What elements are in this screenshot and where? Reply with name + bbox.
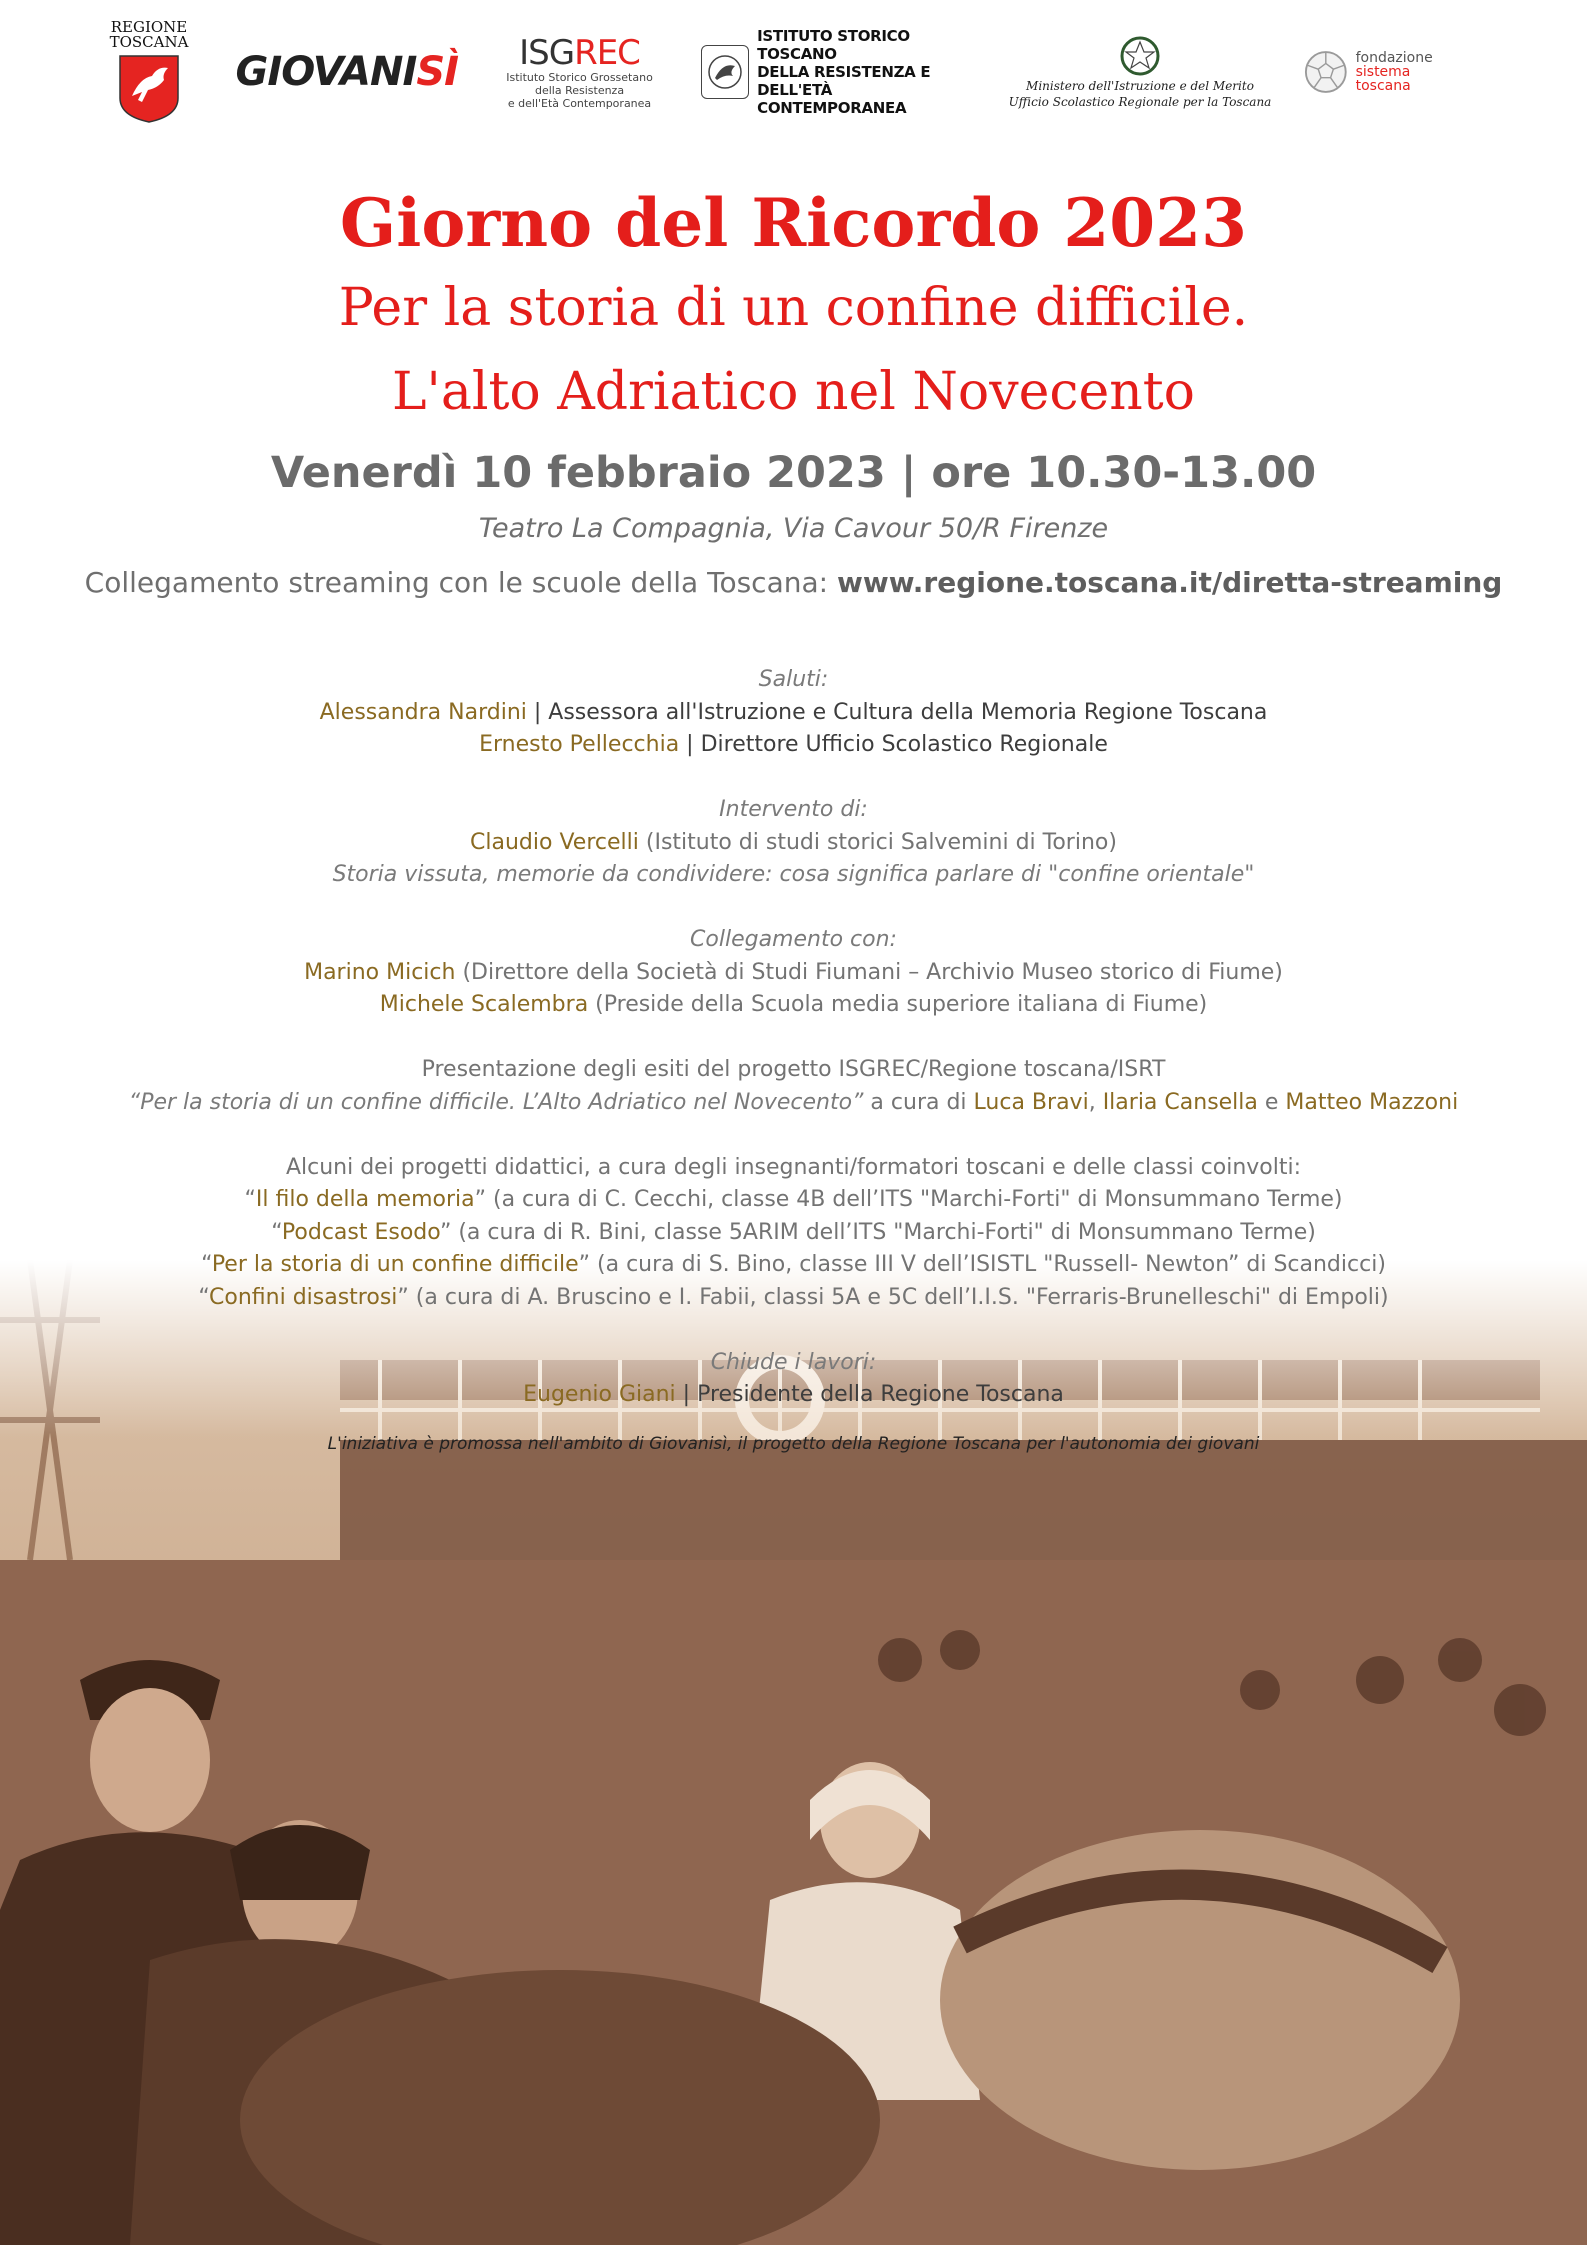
cura-text: a cura di — [863, 1089, 974, 1115]
chiude-row — [0, 1379, 1587, 1412]
speaker-role: (Istituto di studi storici Salvemini di Torino) — [638, 829, 1117, 855]
fondazione-logo — [1304, 49, 1464, 95]
quote-open: “ — [244, 1187, 256, 1212]
speaker-role: | Assessora all'Istruzione e Cultura della Memoria Regione Toscana — [526, 699, 1268, 725]
isgrec-logo — [500, 32, 660, 110]
progetto-details: ” (a cura di C. Cecchi, classe 4B dell’ITS "Marchi-Forti" di Monsummano Terme) — [474, 1187, 1343, 1212]
author-name: Matteo Mazzoni — [1285, 1089, 1459, 1115]
speaker-role: (Direttore della Società di Studi Fiumani – Archivio Museo storico di Fiume) — [455, 959, 1283, 985]
speaker-name: Alessandra Nardini — [319, 699, 527, 725]
speaker-name: Michele Scalembra — [379, 992, 589, 1017]
isrt-line3: DELL'ETÀ CONTEMPORANEA — [757, 81, 907, 117]
ministero-line2: Ufficio Scolastico Regionale per la Toscana — [1008, 95, 1272, 109]
fondazione-line2: sistema toscana — [1355, 64, 1411, 94]
chiude-label: Chiude i lavori: — [710, 1349, 877, 1375]
isgrec-sub3: e dell'Età Contemporanea — [507, 96, 652, 110]
program — [0, 664, 1587, 1460]
subtitle-line2: L'alto Adriatico nel Novecento — [392, 362, 1195, 422]
speaker-role: | Direttore Ufficio Scolastico Regionale — [679, 732, 1108, 757]
speaker-name: Eugenio Giani — [523, 1382, 676, 1407]
saluti-label: Saluti: — [758, 667, 829, 692]
speaker-role: (Preside della Scuola media superiore italiana di Fiume) — [588, 992, 1208, 1017]
collegamento-row — [0, 957, 1587, 990]
collegamento-block — [0, 924, 1587, 1022]
pegasus-shield-icon — [118, 54, 180, 124]
streaming-link[interactable]: www.regione.toscana.it/diretta-streaming — [836, 566, 1503, 599]
giovanisi-logo — [235, 49, 458, 95]
speaker-name: Ernesto Pellecchia — [479, 732, 680, 757]
italian-emblem-icon — [1118, 34, 1162, 78]
footnote: L'iniziativa è promossa nell'ambito di Giovanisì, il progetto della Regione Toscana per l'autonomia dei giovani — [327, 1433, 1260, 1454]
isrt-line2: DELLA RESISTENZA E — [757, 63, 931, 81]
presentazione-line2 — [0, 1087, 1587, 1120]
giovanisi-accent-text: SÌ — [416, 49, 459, 95]
quote-open: “ — [201, 1252, 212, 1277]
isrt-emblem-icon — [701, 45, 749, 99]
page-title: Giorno del Ricordo 2023 — [339, 184, 1248, 262]
isrt-line1: ISTITUTO STORICO TOSCANO — [757, 27, 910, 63]
giovanisi-main-text: GIOVANI — [235, 49, 417, 95]
saluti-row — [0, 697, 1587, 730]
conjunction: e — [1257, 1089, 1286, 1115]
saluti-row — [0, 729, 1587, 762]
speaker-name: Marino Micich — [304, 959, 456, 985]
project-title: “Per la storia di un confine difficile. L’Alto Adriatico nel Novecento” — [128, 1089, 864, 1115]
fondazione-line1: fondazione — [1355, 50, 1433, 66]
progetto-details: ” (a cura di R. Bini, classe 5ARIM dell’ITS "Marchi-Forti" di Monsummano Terme) — [439, 1219, 1316, 1245]
presentazione-line1: Presentazione degli esiti del progetto ISGREC/Regione toscana/ISRT — [421, 1057, 1166, 1082]
isgrec-title — [519, 32, 640, 73]
logo-bar — [104, 8, 1464, 136]
regione-logo-line2: TOSCANA — [109, 33, 189, 51]
progetto-title: Per la storia di un confine difficile — [211, 1252, 579, 1277]
progetto-row — [0, 1282, 1587, 1315]
collegamento-row — [0, 989, 1587, 1022]
progetto-row — [0, 1249, 1587, 1282]
isgrec-sub2: della Resistenza — [534, 83, 625, 97]
progetto-details: ” (a cura di S. Bino, classe III V dell’ISISTL "Russell- Newton” di Scandicci) — [578, 1252, 1386, 1277]
progetti-block — [0, 1152, 1587, 1315]
streaming-line — [0, 554, 1587, 612]
isgrec-title-a: ISG — [519, 32, 575, 73]
quote-open: “ — [271, 1219, 282, 1245]
isrt-logo — [701, 27, 976, 117]
ministero-line1: Ministero dell'Istruzione e del Merito — [1026, 79, 1254, 93]
fondazione-text — [1356, 51, 1464, 93]
ministero-logo — [1008, 34, 1272, 110]
progetto-title: Confini disastrosi — [209, 1284, 398, 1310]
poster-content — [0, 180, 1587, 1460]
separator: , — [1088, 1089, 1103, 1115]
regione-toscana-logo — [104, 20, 194, 124]
event-date: Venerdì 10 febbraio 2023 | ore 10.30-13.00 — [270, 448, 1317, 498]
progetti-label: Alcuni dei progetti didattici, a cura degli insegnanti/formatori toscani e delle classi coinvolti: — [285, 1154, 1302, 1180]
event-venue: Teatro La Compagnia, Via Cavour 50/R Firenze — [478, 513, 1109, 544]
author-name: Ilaria Cansella — [1102, 1089, 1258, 1115]
progetto-title: Il filo della memoria — [255, 1187, 475, 1212]
soccer-ball-icon — [1304, 49, 1348, 95]
intervento-block — [0, 794, 1587, 892]
progetto-details: ” (a cura di A. Bruscino e I. Fabii, classi 5A e 5C dell’I.I.S. "Ferraris-Brunelleschi" di Empoli) — [397, 1284, 1389, 1310]
progetto-row — [0, 1184, 1587, 1217]
speaker-role: | Presidente della Regione Toscana — [675, 1382, 1064, 1407]
isgrec-title-b: REC — [574, 32, 640, 73]
isrt-text — [757, 27, 976, 117]
isgrec-sub1: Istituto Storico Grossetano — [506, 70, 653, 84]
intervento-row — [0, 827, 1587, 860]
saluti-block — [0, 664, 1587, 762]
talk-title: Storia vissuta, memorie da condividere: cosa significa parlare di "confine orientale" — [332, 862, 1255, 887]
collegamento-label: Collegamento con: — [690, 927, 897, 952]
presentazione-block — [0, 1054, 1587, 1119]
speaker-name: Claudio Vercelli — [470, 829, 639, 855]
progetto-row — [0, 1217, 1587, 1250]
subtitle-line1: Per la storia di un confine difficile. — [338, 278, 1249, 338]
progetto-title: Podcast Esodo — [281, 1219, 440, 1245]
quote-open: “ — [198, 1284, 210, 1310]
author-name: Luca Bravi — [973, 1089, 1089, 1115]
streaming-label: Collegamento streaming con le scuole della Toscana: — [84, 566, 837, 599]
regione-logo-line1: REGIONE — [110, 18, 188, 36]
chiude-block — [0, 1347, 1587, 1412]
intervento-label: Intervento di: — [719, 797, 868, 822]
